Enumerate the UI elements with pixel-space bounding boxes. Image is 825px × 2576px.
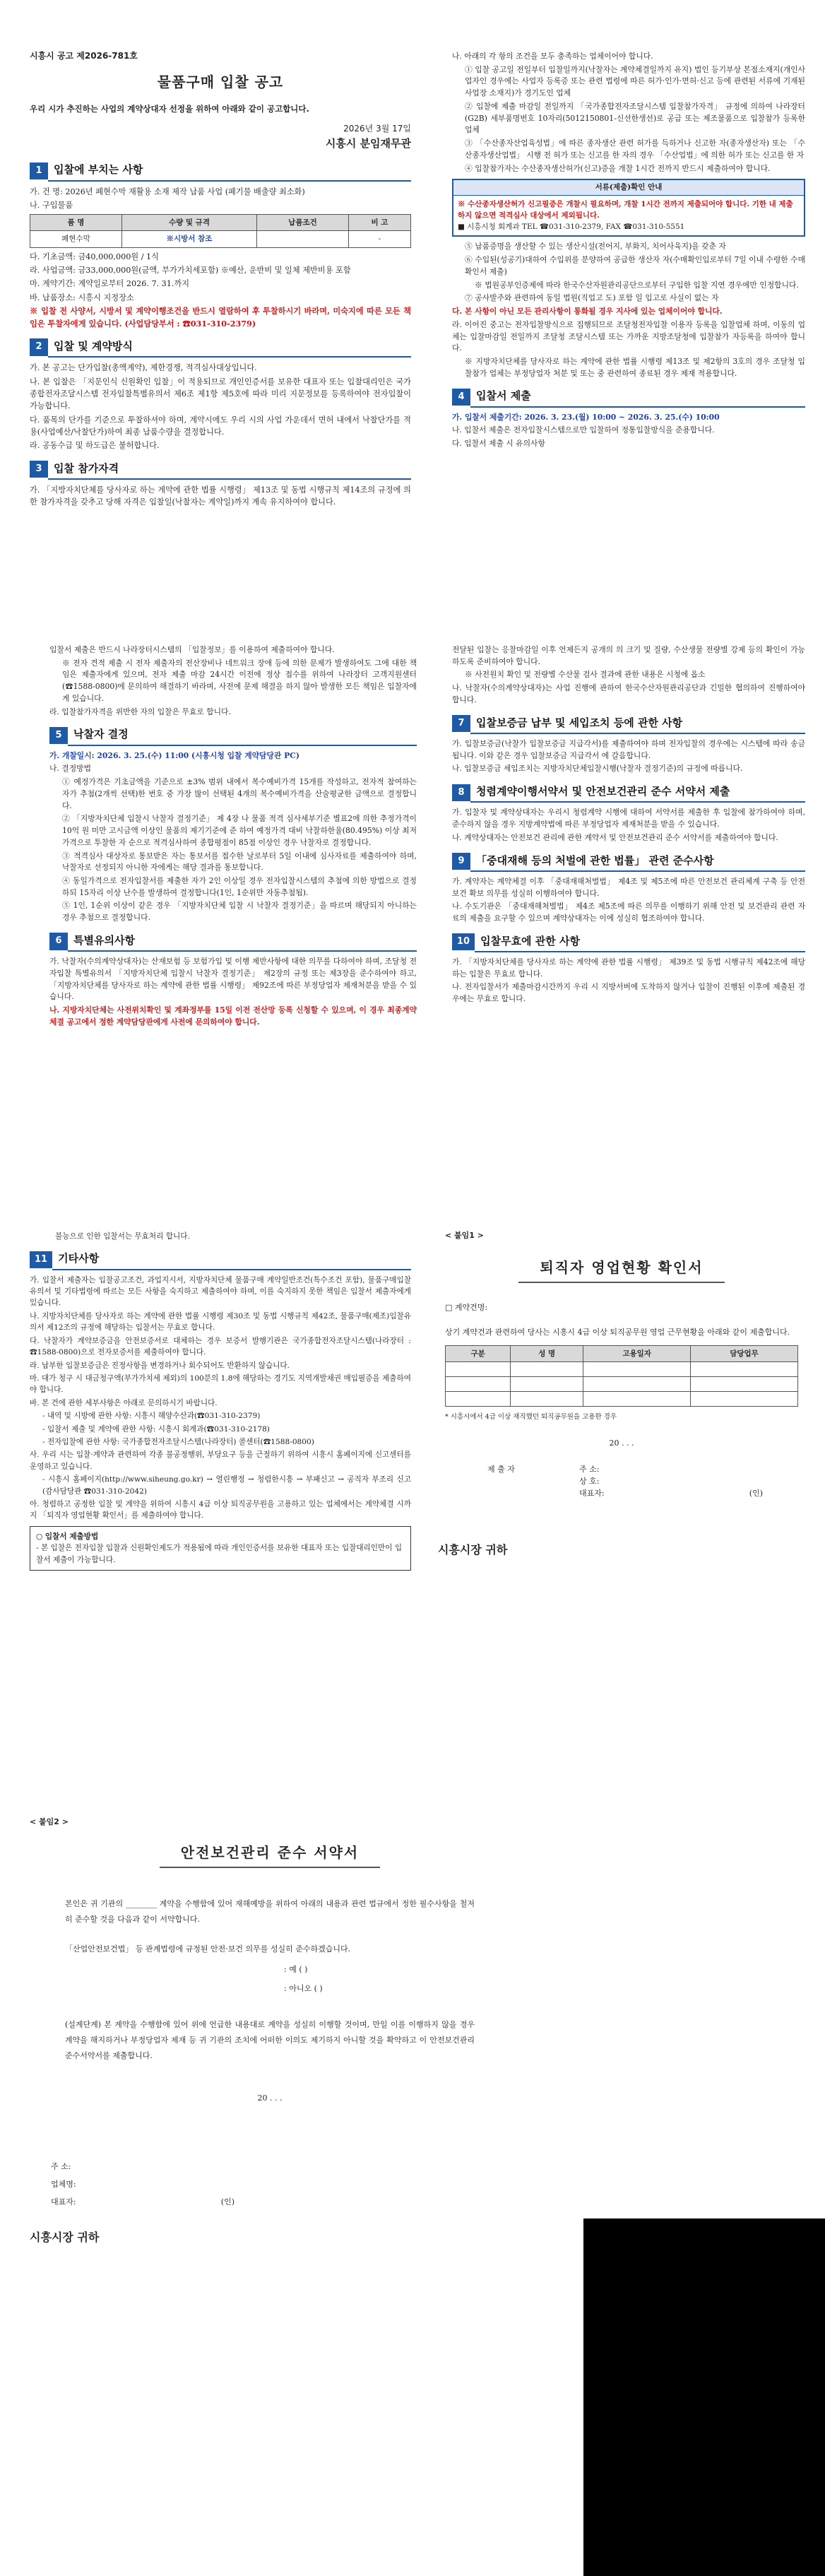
- p2-line: 입찰서 제출은 반드시 나라장터시스템의 「입찰정보」를 이용하여 제출하여야 합니다.: [49, 645, 335, 654]
- sec3-cont-line: ※ 지방자치단체를 당사자로 하는 계약에 관한 법률 시행령 제13조 및 제2항의 3호의 경우 조달청 입찰참가 업체는 부정당업자 처분 및 또는 중 관련하여 종료된 경우 제재 적용합니다.: [465, 357, 805, 378]
- section-title: 낙찰자 결정: [68, 725, 417, 745]
- form-label: < 붙임1 >: [445, 1231, 484, 1240]
- p2-line: 라. 입찰참가자격을 위반한 자의 입찰은 무효로 합니다.: [49, 707, 231, 716]
- form2-recipient: 시흥시장 귀하: [30, 2231, 100, 2245]
- box-body: - 본 입찰은 전자입찰 입찰과 신원확인제도가 적용됨에 따라 개인인증서를 보유한 대표자 또는 입찰대리인만이 입찰서 제출이 가능합니다.: [36, 1544, 403, 1564]
- table-header: 구분: [446, 1346, 511, 1362]
- section-title: 입찰 및 계약방식: [48, 337, 411, 358]
- intro-text: 우리 시가 추진하는 사업의 계약상대자 선정을 위하여 아래와 같이 공고합니다.: [30, 103, 309, 114]
- sec1-line: 가. 건 명: 2026년 폐현수막 재활용 소재 제작 납품 사업 (폐기물 배출량 최소화): [30, 187, 305, 196]
- sec1-line: 나. 구입물품: [30, 200, 73, 210]
- table-row: [446, 1377, 798, 1392]
- section-number: 1: [30, 163, 48, 179]
- section-3-header: [30, 459, 411, 480]
- table-cell: -: [348, 231, 410, 247]
- submission-method-box: [30, 1526, 411, 1571]
- form2-yes: : 예 ( ): [284, 1965, 308, 1975]
- section-number: 5: [49, 727, 68, 744]
- sec11-line: 라. 납부한 입찰보증금은 진정사항을 변경하거나 회수되어도 반환하지 않습니다.: [30, 1361, 290, 1370]
- sec1-line: 다. 기초금액: 금40,000,000원 / 1식: [30, 252, 159, 261]
- notice-body: ※ 수산종자생산허가 신고필증은 개찰시 필요하며, 개찰 1시간 전까지 제출되어야 합니다. 기한 내 제출하지 않으면 적격심사 대상에서 제외됩니다.: [458, 199, 793, 220]
- form-title: 안전보건관리 준수 서약서: [160, 1842, 380, 1868]
- sec5-line: ④ 동일가격으로 전자입찰서를 제출한 자가 2인 이상일 경우 전자입찰시스템의 추첨에 의한 방법으로 결정하되 15자리 이상 난수를 발생하여 결정합니다(1인, 1순위만 자동추첨됨).: [62, 876, 417, 897]
- sec11-line: 나. 지방자치단체를 당사자로 하는 계약에 관한 법률 시행령 제30조 및 동법 시행규칙 제42조, 물품구매(제조)입찰유의서 제12조의 규정에 해당하는 입찰서는 무효로 합니다.: [30, 1311, 411, 1333]
- page-3: [0, 1215, 825, 1766]
- page2-right-column: [452, 643, 805, 1007]
- sec3-cont-line: 다. 본 사항이 아닌 모든 관리사항이 통화될 경우 지사에 있는 업체이어야 합니다.: [452, 307, 723, 317]
- sec5-line: ③ 적격심사 대상자로 통보받은 자는 통보서를 접수한 날로부터 5일 이내에 심사자료를 제출하여야 하며, 낙찰자로 선정되지 아니한 자에게는 해당 결과를 통보합니다.: [62, 851, 417, 873]
- sec4-line: 나. 입찰서 제출은 전자입찰시스템으로만 입찰하여 정통입찰방식을 준용합니다.: [452, 425, 715, 435]
- page-title: 물품구매 입찰 공고: [157, 73, 284, 90]
- sec11-line: 다. 낙찰자가 계약보증금을 안전보증서로 대체하는 경우 보증서 발행기관은 국가종합전자조달시스템(나라장터 : ☎1588-0800)으로 전자보증서를 제출하여야 합니다.: [30, 1336, 411, 1357]
- sec11-line: 가. 입찰서 제출자는 입찰공고조건, 과업지시서, 지방자치단체 물품구매 계약일반조건(특수조건 포함), 물품구매입찰유의서 및 기타법령에 따르는 모든 사항을 숙지하고 제출하여야 하며, 이를 숙지하지 못한 책임은 입찰서 제출자에게 있습니다.: [30, 1275, 411, 1308]
- section-5-header: [49, 725, 417, 745]
- page3-left-column: [30, 1229, 411, 1575]
- table-header: 성 명: [511, 1346, 583, 1362]
- sec1-line: 마. 계약기간: 계약일로부터 2026. 7. 31.까지: [30, 279, 190, 289]
- sec3-cont-line: ⑥ 수입된(성공기)대하여 수입위를 분양하여 공급한 생산자 자(수매확인입로부터 7일 이내 수령한 수매 확인서 제출): [465, 255, 805, 276]
- sec2-line: 다. 품목의 단가를 기준으로 투찰하셔야 하며, 계약시에도 우리 시의 사업 가운데서 면허 내에서 낙찰단가를 적용(사업예산/낙찰단가)하여 최종 납품수량을 결정합니다.: [30, 415, 411, 437]
- sec11-line: - 내역 및 시방에 관한 사항: 시흥시 해양수산과(☎031-310-2379): [42, 1412, 261, 1421]
- form2-body: (설계단계) 본 계약을 수행함에 있어 위에 언급한 내용대로 계약을 성실히 이행할 것이며, 만일 이를 이행하지 않을 경우 계약을 해지하거나 부정당업자 제재 등 귀 기관의 조치에 어떠한 이의도 제기하지 아니할 것을 확약하고 이 안전보건관리 준수서약서를 제출합니다.: [65, 2020, 475, 2061]
- section-number: 4: [452, 389, 470, 406]
- section-number: 10: [452, 933, 475, 950]
- section-9-header: [452, 851, 805, 872]
- notice-contact: ■ 시흥시청 회계과 TEL ☎031-310-2379, FAX ☎031-310-5551: [458, 223, 685, 232]
- form1-field: □ 계약건명:: [445, 1303, 488, 1313]
- table-header: 수량 및 규격: [121, 215, 256, 231]
- sec5-line: ① 예정가격은 기초금액을 기준으로 ±3% 범위 내에서 복수예비가격 15개를 작성하고, 전자적 참여하는 자가 추첨(2개씩 선택)한 번호 중 가장 많이 선택된 4개의 복수예비가격을 산술평균한 금액으로 결정합니다.: [62, 777, 417, 810]
- section-number: 11: [30, 1251, 52, 1268]
- table-header: 품 명: [30, 215, 122, 231]
- p2-line: ※ 전자 견적 제출 시 전자 제출자의 전산장비나 네트워크 장애 등에 의한 문제가 발생하여도 그에 대한 책임은 제출자에게 있으며, 전자 제출 마감 24시간 이전에 정상 접수를 위하여 나라장터 고객지원센터(☎1588-0800)에 문의하여 해결하기 바라며, 사전에 문제 해결을 하지 않아 발생한 모든 책임은 입찰자에게 있습니다.: [62, 658, 417, 703]
- form2-no: : 아니오 ( ): [284, 1984, 323, 1994]
- form1-body: 상기 계약건과 관련하여 당사는 시흥시 4급 이상 퇴직공무원 영업 근무현황을 아래와 같이 제출합니다.: [445, 1328, 790, 1337]
- section-title: 입찰무효에 관한 사항: [475, 932, 805, 952]
- sec5-line: 가. 개찰일시: 2026. 3. 25.(수) 11:00 (시흥시청 입찰 계약담당관 PC): [49, 750, 299, 760]
- section-2-header: [30, 337, 411, 358]
- section-10-header: [452, 932, 805, 952]
- page-2: [0, 593, 825, 1215]
- sec11-line: 아. 청렴하고 공정한 입찰 및 계약을 위하여 시흥시 4급 이상 퇴직공무원을 고용하고 있는 업체에서는 계약체결 시까지 「퇴직자 영업현황 확인서」를 제출하여야 합니다.: [30, 1499, 411, 1520]
- sec6-line: 나. 지방자치단체는 사전위치확인 및 계좌정부를 15일 이전 전산망 등록 신청할 수 있으며, 이 경우 최종계약체결 공고에서 정한 계약담당관에게 사전에 문의하여야 합니다.: [49, 1005, 417, 1027]
- form2-rep: 대표자:: [51, 2197, 76, 2207]
- sec4-line: 다. 입찰서 제출 시 유의사항: [452, 439, 545, 449]
- sec1-line: 라. 사업금액: 금33,000,000원(금액, 부가가치세포함) ※예산, 운반비 및 일체 제반비용 포함: [30, 266, 351, 276]
- form1-table: [445, 1345, 798, 1407]
- sec11-line: 마. 대가 청구 시 대금청구액(부가가치세 제외)의 100분의 1.8에 해당하는 경기도 지역개발채권 매입필증을 제출하여야 합니다.: [30, 1373, 411, 1395]
- section-title: 특별유의사항: [68, 931, 417, 952]
- table-row: [446, 1362, 798, 1377]
- p2r-line: 나. 낙찰자(수의계약상대자)는 사업 진행에 관하여 한국수산자원관리공단과 긴밀한 협의하여 진행하여야 합니다.: [452, 683, 805, 704]
- document-notice-box: [452, 179, 805, 237]
- section-4-header: [452, 386, 805, 407]
- sec3-cont-line: ② 입찰에 제출 마감일 전일까지 「국가종합전자조달시스템 입찰참가자격」 규정에 의하여 나라장터(G2B) 세부품명번호 10자리(5012150801-신선한생선)로 공급 또는 제조물품으로 입찰참가 등록한 업체: [465, 101, 805, 135]
- sec11-line: - 입찰서 제출 및 계약에 관한 사항: 시흥시 회계과(☎031-310-2178): [42, 1424, 270, 1434]
- form2: [30, 1816, 510, 2247]
- form1-seal: (인): [749, 1489, 763, 1499]
- page-1: [0, 0, 825, 664]
- form1-company: 상 호:: [579, 1477, 600, 1487]
- form-title: 퇴직자 영업현황 확인서: [518, 1257, 724, 1283]
- form1-submitter-label: 제 출 자: [487, 1465, 515, 1475]
- sec2-line: 가. 본 공고는 단가입찰(총액계약), 제한경쟁, 적격심사대상입니다.: [30, 363, 257, 373]
- table-header: 납품조건: [257, 215, 349, 231]
- sec5-line: 나. 결정방법: [49, 764, 92, 774]
- page2-left-column: [49, 643, 417, 1030]
- sec9-line: 가. 계약자는 계약체결 이후 「중대재해처벌법」 제4조 및 제5조에 따른 안전보건 관리체계 구축 등 안전보건 확보 의무를 성실히 이행하여야 합니다.: [452, 876, 805, 898]
- form2-addr: 주 소:: [51, 2162, 71, 2172]
- sec3-line: 가. 「지방자치단체를 당사자로 하는 계약에 관한 법률 시행령」 제13조 및 동법 시행규칙 제14조의 규정에 의한 참가자격을 갖추고 당해 자격은 입찰일(낙찰자는 계약일)까지 계속 유지하여야 합니다.: [30, 485, 411, 507]
- table-cell: ※시방서 참조: [121, 231, 256, 247]
- section-7-header: [452, 714, 805, 734]
- sec7-line: 가. 입찰보증금(낙찰가 입찰보증금 지급각서)를 제출하여야 하며 전자입찰의 경우에는 시스템에 따라 송금됩니다. 이와 같은 경우 입찰보증금 지급각서 에 갈음합니다.: [452, 738, 805, 760]
- sec1-warning: ※ 입찰 전 사양서, 시방서 및 계약이행조건을 반드시 열람하여 후 투찰하시기 바라며, 미숙지에 따른 모든 책임은 투찰자에게 있습니다. (사업담당부서 : ☎031-310-2379): [30, 306, 411, 329]
- box-title: ○ 입찰서 제출방법: [36, 1532, 99, 1541]
- sec10-line: 나. 전자입찰서가 제출마감시간까지 우리 시 지방서버에 도착하지 않거나 입찰이 진행된 이후에 제출된 경우에는 무효로 합니다.: [452, 982, 805, 1004]
- sec8-line: 나. 계약상대자는 안전보건 관리에 관한 계약서 및 안전보건관리 준수 서약서를 제출하여야 합니다.: [452, 832, 778, 842]
- table-header: 담당업무: [691, 1346, 798, 1362]
- sec3-cont-line: ⑦ 공사발주와 관련하여 동일 법원(직업고 도) 포함 일 입고로 사실이 없는 자: [465, 293, 719, 303]
- section-number: 6: [49, 933, 68, 950]
- form2-date: 20 . . .: [257, 2093, 283, 2103]
- section-number: 7: [452, 715, 470, 732]
- section-1-header: [30, 160, 411, 181]
- sec6-line: 가. 낙찰자(수의계약상대자)는 산재보험 등 보험가입 및 이행 제반사항에 대한 의무를 다하여야 하며, 조달청 전자입찰 특별유의서 「지방자치단체 입찰시 낙찰자 결정기준」 제2장의 규정 또는 제3장을 준수하여야 하고, 「지방자치단체를 당사자로 하는 계약에 관한 법률 시행령」 제92조에 따른 부정당업자 제재처분을 받을 수 있습니다.: [49, 957, 417, 1002]
- section-6-header: [49, 931, 417, 952]
- form2-seal: (인): [220, 2197, 235, 2207]
- table-cell: [257, 231, 349, 247]
- page1-left-column: [30, 49, 411, 510]
- notice-org: 시흥시 분임재무관: [325, 137, 411, 150]
- form1-date: 20 . . .: [609, 1438, 634, 1448]
- page-4: [0, 1766, 825, 2576]
- form1-note: * 시흥시에서 4급 이상 재직했던 퇴직공무원을 고용한 경우: [445, 1413, 617, 1422]
- p3-line: 불능으로 인한 입찰서는 무효처리 합니다.: [55, 1232, 190, 1241]
- notice-number: 시흥시 공고 제2026-781호: [30, 51, 138, 61]
- table-row: [446, 1392, 798, 1407]
- sec2-line: 라. 공동수급 및 하도급은 불허합니다.: [30, 441, 160, 451]
- table-cell: 폐현수막: [30, 231, 122, 247]
- table-header: 고용일자: [583, 1346, 691, 1362]
- form1-rep: 대표자:: [579, 1489, 605, 1499]
- form-label: < 붙임2 >: [30, 1817, 69, 1826]
- form1-addr: 주 소:: [579, 1465, 600, 1475]
- form2-body: 「산업안전보건법」 등 관계법령에 규정된 안전·보건 의무를 성실히 준수하겠습니다.: [65, 1944, 351, 1954]
- sec11-line: - 시흥시 홈페이지(http://www.siheung.go.kr) → 열린행정 → 청렴한시흥 → 부패신고 → 공직자 부조리 신고(감사담당관 ☎031-310-2042): [42, 1475, 411, 1496]
- section-title: 입찰에 부치는 사항: [48, 160, 411, 181]
- section-title: 입찰서 제출: [470, 386, 805, 407]
- form1-recipient: 시흥시장 귀하: [438, 1543, 508, 1557]
- sec5-line: ⑤ 1인, 1순위 이상이 같은 경우 「지방자치단체 입찰 시 낙찰자 결정기준」을 따르며 해당되지 아니하는 경우 추첨으로 결정합니다.: [62, 901, 417, 923]
- sec11-line: 바. 본 건에 관한 세부사항은 아래로 문의하시기 바랍니다.: [30, 1398, 218, 1407]
- sec11-line: - 전자입찰에 관한 사항: 국가종합전자조달시스템(나라장터) 콜센터(☎1588-0800): [42, 1437, 314, 1446]
- section-title: 기타사항: [52, 1249, 411, 1270]
- form2-company: 업체명:: [51, 2180, 76, 2190]
- sec3-cont-line: ③ 「수산종자산업육성법」에 따른 종자생산 관련 허가를 득하거나 신고한 자(종자생산자) 또는 「수산종자생산업법」 시행 전 허가 또는 신고를 한 자의 경우 「수산업법」에 의한 허가 또는 신고를 한 자: [465, 138, 805, 160]
- section-11-header: [30, 1249, 411, 1270]
- form2-body: 본인은 귀 기관의 ________ 계약을 수행함에 있어 재해예방을 위하여 아래의 내용과 관련 법규에서 정한 필수사항을 철저히 준수할 것을 다음과 같이 서약합니다.: [65, 1899, 475, 1925]
- section-number: 8: [452, 784, 470, 801]
- sec3-cont-line: ※ 법원공부인증제에 따라 한국수산자원관리공단으로부터 구입한 입찰 지연 경우에만 인정합니다.: [475, 280, 799, 290]
- sec4-line: 가. 입찰서 제출기간: 2026. 3. 23.(월) 10:00 ~ 2026. 3. 25.(수) 10:00: [452, 412, 720, 422]
- empty-black-area: [583, 2218, 825, 2576]
- goods-table: [30, 214, 411, 248]
- section-title: 입찰보증금 납부 및 세입조치 등에 관한 사항: [470, 714, 805, 734]
- sec3-cont-line: 나. 아래의 각 항의 조건을 모두 충족하는 업체이어야 합니다.: [452, 52, 653, 61]
- sec3-cont-line: ① 입찰 공고일 전일부터 입찰일까지(낙찰자는 계약체결일까지 유지) 법인 등기부상 본점소재지(개인사업자인 경우에는 사업자 등록증 또는 관련 법령에 따른 허가·인가·면허·신고 등에 관련된 서류에 기재된 사업장 소재지)가 경기도인 업체: [465, 64, 805, 98]
- section-title: 청렴계약이행서약서 및 안전보건관리 준수 서약서 제출: [470, 782, 805, 803]
- sec10-line: 가. 「지방자치단체를 당사자로 하는 계약에 관한 법률 시행령」 제39조 및 동법 시행규칙 제42조에 해당하는 입찰은 무효로 합니다.: [452, 957, 805, 979]
- section-title: 「중대재해 등의 처벌에 관한 법률」 관련 준수사항: [470, 851, 805, 872]
- sec1-line: 바. 납품장소: 시흥시 지정장소: [30, 293, 134, 302]
- form1: [438, 1229, 798, 1559]
- section-title: 입찰 참가자격: [48, 459, 411, 480]
- section-number: 2: [30, 338, 48, 355]
- table-header: 비 고: [348, 215, 410, 231]
- section-8-header: [452, 782, 805, 803]
- sec9-line: 나. 수도기관은 「중대재해처벌법」 제4조 제5조에 따른 의무를 이행하기 위해 안전 및 보건관리 관련 자료의 제출을 요구할 수 있으며 계약상대자는 이에 성실히 협조하여야 합니다.: [452, 902, 805, 923]
- sec2-line: 나. 본 입찰은 「지문인식 신원확인 입찰」이 적용되므로 개인인증서를 보유한 대표자 또는 입찰대리인은 국가종합전자조달시스템 전자입찰특별유의서 제6조 제1항 제5호에 따라 미리 지문정보를 등록하여야 전자입찰이 가능합니다.: [30, 377, 411, 411]
- sec3-cont-line: ⑤ 납품증명을 생산할 수 있는 생산시설(전어지, 부화지, 치어사육지)을 갖춘 자: [465, 242, 726, 252]
- sec7-line: 나. 입찰보증금 세입조치는 지방자치단체입찰시행(낙찰자 결정기준)의 규정에 따릅니다.: [452, 764, 743, 774]
- sec11-line: 사. 우리 시는 입찰·계약과 관련하여 각종 불공정행위, 부당요구 등을 근절하기 위하여 시흥시 홈페이지에 신고센터를 운영하고 있습니다.: [30, 1451, 411, 1471]
- sec3-cont-line: 라. 이어진 중고는 전자입찰방식으로 집행되므로 조달청전자입찰 이용자 등록을 입찰업체 하며, 이동의 업체는 입찰마감일 전일까지 조달청 조달시스템 또는 가까운 지방조달청에 입찰참가 자등록을 하여야 합니다.: [452, 319, 805, 353]
- p2r-line: ※ 사전원치 확인 및 전량별 수산물 검사 결과에 관한 내용은 시청에 옵소: [465, 670, 706, 680]
- section-number: 3: [30, 461, 48, 478]
- table-row: [30, 231, 411, 247]
- section-number: 9: [452, 853, 470, 870]
- page1-right-column: [452, 49, 805, 451]
- notice-date: 2026년 3월 17일: [343, 124, 411, 134]
- sec3-cont-line: ④ 입찰참가자는 수산종자생산허가(신고)증을 개찰 1시간 전까지 반드시 제출하여야 합니다.: [465, 163, 771, 173]
- p2r-line: 전달된 입찰는 응찰마감일 이후 언제든지 공개의 의 크기 및 질량, 수산생물 전량별 강제 등의 확인이 가능하도록 준비하여야 합니다.: [452, 645, 805, 666]
- sec8-line: 가. 입찰자 및 계약상대자는 우리시 청렴계약 시행에 대하여 서약서를 제출한 후 입찰에 참가하여야 하며, 준수하지 않을 경우 지방계약법에 따른 부정당업자 제재처분을 받을 수 있습니다.: [452, 808, 805, 829]
- sec5-line: ② 「지방자치단체 입찰시 낙찰자 결정기준」 제 4장 나 물품 적격 심사세부기준 별표2에 의한 추정가격이 10억 원 미만 고시금액 이상인 물품의 제기기준에 준 하여 예정가격 대비 낙찰하한율(80.495%) 이상 최저가격으로 투찰한 자 순으로 적격심사하여 종합평점이 85점 이상인 경우 낙찰자로 결정합니다.: [62, 814, 417, 847]
- notice-header: 서류(제출)확인 안내: [453, 180, 804, 195]
